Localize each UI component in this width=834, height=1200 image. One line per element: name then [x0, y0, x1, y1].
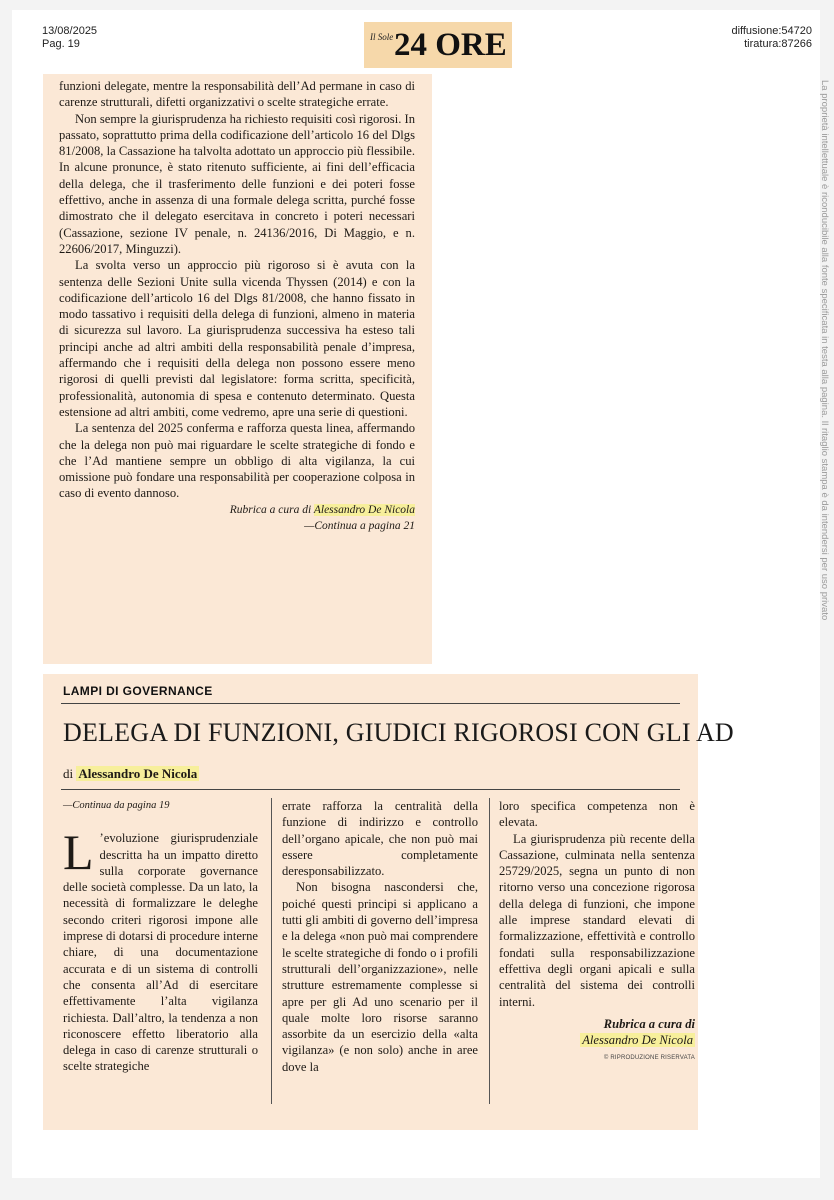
byline-prefix: di [63, 766, 77, 781]
article-column-1 [63, 798, 258, 1075]
section-label: LAMPI DI GOVERNANCE [63, 684, 213, 698]
header-date: 13/08/2025 [42, 25, 98, 37]
article-headline: DELEGA DI FUNZIONI, GIUDICI RIGOROSI CON GLI AD [63, 718, 734, 747]
side-copyright-text: La proprietà intellettuale è riconducibile alla fonte specificata in testa alla pagina. Il ritaglio stampa è da intendersi per uso privato [819, 80, 830, 621]
paragraph: errate rafforza la centralità della funzione di indirizzo e controllo dell’organo apicale, che non può mai essere completamente deresponsabilizzato. [282, 799, 478, 879]
header-tiratura: tiratura:87266 [744, 38, 812, 50]
continued-article-panel [43, 74, 432, 664]
continued-from-note: —Continua da pagina 19 [63, 800, 170, 811]
article-column-3 [499, 798, 695, 1067]
header-diffusione: diffusione:54720 [731, 25, 812, 37]
paragraph: Non bisogna nascondersi che, poiché questi principi si applicano a tutti gli ambiti di governo dell’impresa e la delega «non può mai comprendere le scelte strategiche di fondo o i profili strutturali dell’organizzazione», nelle strutture estremamente complesse si apre per gli Ad uno scenario per il quale molte loro risorse saranno assorbite da un esercizio della «alta vigilanza» (e non solo) anche in aree dove la [282, 880, 478, 1074]
byline [63, 766, 199, 782]
credit-prefix: Rubrica a cura di [229, 503, 314, 516]
rights-notice: © RIPRODUZIONE RISERVATA [603, 1055, 695, 1062]
article-credit [499, 1016, 695, 1049]
paragraph: La svolta verso un approccio più rigoroso si è avuta con la sentenza delle Sezioni Unite sulla vicenda Thyssen (2014) e con la codificazione dell’articolo 16 del Dlgs 81/2008, che hanno fissato in modo tassativo i requisiti della delega di funzioni, almeno in materia di sicurezza sul lavoro. La giurisprudenza successiva ha esteso tali principi anche ad altri ambiti della responsabilità penale d’impresa, affermando che i requisiti della delega non possono essere meno rigorosi di quelli previsti dal legislatore: forma scritta, specificità, professionalità, autonomia di spesa e contenuto determinato. Questa estensione ad altri ambiti, come vedremo, apre una serie di questioni. [59, 258, 415, 419]
byline-author: Alessandro De Nicola [78, 766, 198, 781]
paragraph: Non sempre la giurisprudenza ha richiesto requisiti così rigorosi. In passato, soprattutto prima della codificazione dell’articolo 16 del Dlgs 81/2008, la Cassazione ha talvolta adottato un approccio più flessibile. In alcune pronunce, è stato ritenuto sufficiente, ai fini dell’efficacia della delega, che il trasferimento delle funzioni e dei poteri fosse effettivo, anche in assenza di una formale delega scritta, purché fosse dimostrato che il delegato esercitava in concreto i poteri necessari (Cassazione, sezione IV penale, n. 24136/2016, Di Maggio, e n. 22606/2017, Minguzzi). [59, 111, 415, 256]
masthead-big-text: 24 ORE [394, 27, 507, 63]
credit-author-highlight: Alessandro De Nicola [582, 1033, 693, 1048]
credit-author-highlight: Alessandro De Nicola [313, 503, 415, 516]
article-column-2 [282, 798, 478, 1075]
column-1-text: ’evoluzione giurisprudenziale descritta ha un impatto diretto sulla corporate governance delle società complesse. Da un lato, la necessità di formalizzare le deleghe secondo criteri rigorosi impone alle imprese di dotarsi di procedure interne chiare, di una documentazione accurata e di un sistema di controlli che consenta all’Ad di esercitare effettivamente l’alta vigilanza richiesta. Dall’altro, la tendenza a non riconoscere effetto liberatorio alla delega in caso di carenze strutturali o scelte strategiche [63, 831, 258, 1074]
credit-prefix: Rubrica a cura di [603, 1016, 695, 1031]
column-divider [271, 798, 272, 1104]
masthead-logo [364, 22, 512, 68]
drop-cap: L [63, 824, 94, 881]
masthead-small-text: Il Sole [370, 32, 394, 42]
divider [61, 703, 680, 704]
paragraph: La sentenza del 2025 conferma e rafforza questa linea, affermando che la delega non può mai riguardare le scelte strategiche di fondo e che l’Ad mantiene sempre un obbligo di alta vigilanza, la cui omissione può fondare una responsabilità per cooperazione colposa in caso di evento dannoso. [59, 421, 415, 501]
side-copyright-note [816, 80, 830, 1160]
column-credit [59, 502, 415, 518]
paragraph [63, 824, 258, 1074]
paragraph: funzioni delegate, mentre la responsabilità dell’Ad permane in caso di carenze strutturali, difetti organizzativi o scelte strategiche errate. [59, 79, 415, 110]
continue-note: —Continua a pagina 21 [304, 519, 415, 532]
header-page-number: Pag. 19 [42, 38, 80, 50]
column-divider [489, 798, 490, 1104]
divider [61, 789, 680, 790]
continued-article-body [59, 78, 415, 534]
main-article-panel [43, 674, 734, 1130]
paragraph: loro specifica competenza non è elevata. [499, 799, 695, 830]
paragraph: La giurisprudenza più recente della Cassazione, culminata nella sentenza 25729/2025, segna un punto di non ritorno verso una concezione rigorosa della delega di funzioni, che impone alle imprese standard elevati di formalizzazione, effettività e controllo fondati sulla responsabilizzazione effettiva degli organi apicali e sulla centralità del sistema dei controlli interni. [499, 831, 695, 1009]
